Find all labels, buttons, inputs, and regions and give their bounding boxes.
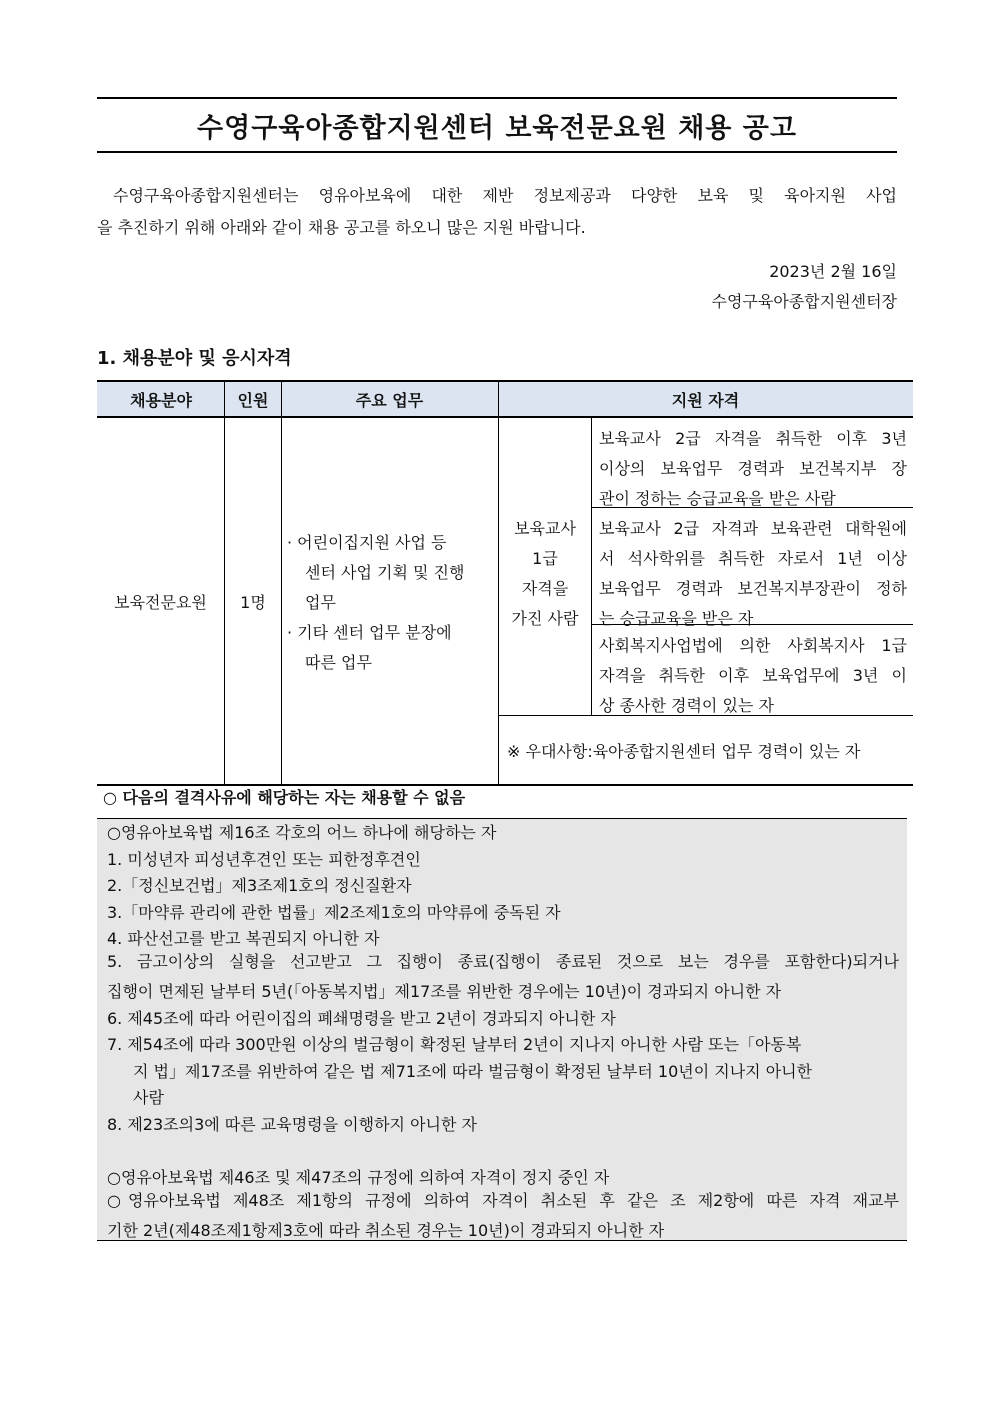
disq-line: 5. 금고이상의 실형을 선고받고 그 집행이 종료(집행이 종료된 것으로 보는 경우를 포함한다)되거나 [107, 952, 899, 971]
disqualification-box [97, 818, 907, 1241]
table-divider [281, 380, 282, 786]
disq-line: 2.「정신보건법」제3조제1호의 정신질환자 [107, 876, 412, 895]
disq-line: 사람 [133, 1088, 164, 1107]
disq-line: 지 법」제17조를 위반하여 같은 법 제71조에 따라 벌금형이 확정된 날부터 10년이 지나지 아니한 [133, 1062, 813, 1081]
qual-line: 자격을 취득한 이후 보육업무에 3년 이 [599, 666, 907, 685]
disq-line: 기한 2년(제48조제1항제3호에 따라 취소된 경우는 10년)이 경과되지 아니한 자 [107, 1221, 665, 1240]
header-field: 채용분야 [97, 380, 225, 417]
qual-group-line: 가진 사람 [511, 609, 579, 628]
duty-line: 업무 [305, 593, 336, 612]
qual-group-line: 보육교사 [514, 519, 576, 538]
header-count: 인원 [225, 380, 281, 417]
table-divider [591, 417, 592, 715]
qual-line: 사회복지사업법에 의한 사회복지사 1급 [599, 636, 907, 655]
preference-note: ※ 우대사항:육아종합지원센터 업무 경력이 있는 자 [507, 741, 861, 761]
recruitment-table [97, 380, 913, 786]
section-heading-1: 1. 채용분야 및 응시자격 [97, 348, 292, 369]
disq-line: 4. 파산선고를 받고 복권되지 아니한 자 [107, 929, 380, 948]
page-title: 수영구육아종합지원센터 보육전문요원 채용 공고 [197, 112, 797, 144]
disq-line: 6. 제45조에 따라 어린이집의 폐쇄명령을 받고 2년이 경과되지 아니한 자 [107, 1009, 616, 1028]
duty-line: 따른 업무 [305, 653, 372, 672]
qual-line: 관이 정하는 승급교육을 받은 사람 [599, 489, 836, 508]
cell-field: 보육전문요원 [114, 592, 207, 612]
disq-line: 7. 제54조에 따라 300만원 이상의 벌금형이 확정된 날부터 2년이 지나지 아니한 사람 또는「아동복 [107, 1035, 802, 1054]
disq-line: 1. 미성년자 피성년후견인 또는 피한정후견인 [107, 850, 421, 869]
intro-line-2: 을 추진하기 위해 아래와 같이 채용 공고를 하오니 많은 지원 바랍니다. [97, 218, 586, 237]
qual-group-line: 1급 [532, 549, 558, 568]
intro-paragraph [97, 180, 897, 244]
qualification-item-3 [599, 631, 907, 721]
qual-line: 보육업무 경력과 보건복지부장관이 정하 [599, 579, 907, 598]
header-duties: 주요 업무 [281, 380, 498, 417]
qual-line: 는 승급교육을 받은 자 [599, 609, 754, 628]
header-qualification: 지원 자격 [498, 380, 913, 417]
disq-line: ○영유아보육법 제16조 각호의 어느 하나에 해당하는 자 [107, 823, 497, 842]
duty-line: · 어린이집지원 사업 등 [287, 533, 447, 552]
disq-line: 8. 제23조의3에 따른 교육명령을 이행하지 아니한 자 [107, 1115, 477, 1134]
qual-line: 이상의 보육업무 경력과 보건복지부 장 [599, 459, 907, 478]
qual-line: 상 종사한 경력이 있는 자 [599, 696, 774, 715]
disq-line: ○영유아보육법 제46조 및 제47조의 규정에 의하여 자격이 정지 중인 자 [107, 1168, 610, 1187]
signer: 수영구육아종합지원센터장 [711, 292, 897, 311]
intro-line-1: 수영구육아종합지원센터는 영유아보육에 대한 제반 정보제공과 다양한 보육 및 육아지원 사업 [113, 186, 897, 205]
qualification-item-2 [599, 514, 907, 634]
title-block [97, 97, 897, 153]
qual-line: 보육교사 2급 자격과 보육관련 대학원에 [599, 519, 907, 538]
cell-count: 1명 [240, 592, 266, 612]
disqualification-title: ○ 다음의 결격사유에 해당하는 자는 채용할 수 없음 [103, 788, 466, 807]
disq-line: 3.「마약류 관리에 관한 법률」제2조제1호의 마약류에 중독된 자 [107, 903, 561, 922]
disq-line: ○영유아보육법 제48조 제1항의 규정에 의하여 자격이 취소된 후 같은 조 제2항에 따른 자격 재교부 [107, 1191, 899, 1210]
duty-line: 센터 사업 기획 및 진행 [305, 563, 465, 582]
qual-line: 서 석사학위를 취득한 자로서 1년 이상 [599, 549, 907, 568]
qual-line: 보육교사 2급 자격을 취득한 이후 3년 [599, 429, 907, 448]
announcement-date: 2023년 2월 16일 [769, 262, 897, 281]
disq-line: 집행이 면제된 날부터 5년(「아동복지법」제17조를 위반한 경우에는 10년)이 경과되지 아니한 자 [107, 982, 782, 1001]
cell-duties [287, 528, 495, 678]
duty-line: · 기타 센터 업무 분장에 [287, 623, 452, 642]
qual-group-line: 자격을 [521, 579, 569, 598]
qualification-item-1 [599, 424, 907, 514]
cell-qual-group [499, 514, 591, 634]
